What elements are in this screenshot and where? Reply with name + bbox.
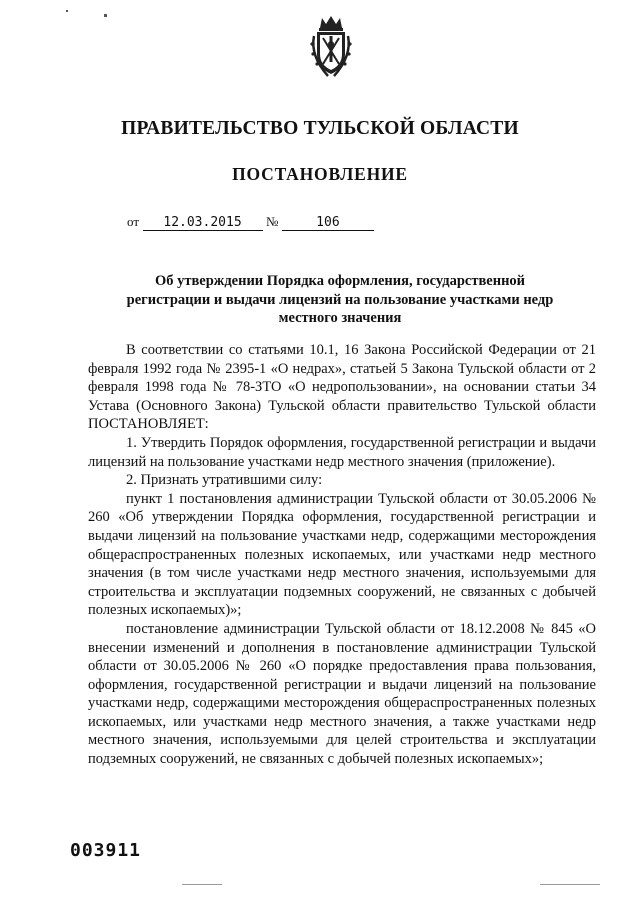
document-subject: Об утверждении Порядка оформления, государственной регистрации и выдачи лицензий на пользование участками недр местного значения (126, 273, 554, 326)
paragraph-repeal-2: постановление администрации Тульской области от 18.12.2008 № 845 «О внесении изменений и дополнения в постановление администрации Тульской области от 30.05.2006 № 260 «О порядке предоставления права пользования, оформления, государственной регистрации и выдачи лицензий на пользование участками недр, содержащими месторождения общераспространенных полезных ископаемых, или участками недр местного значения, а также участками недр местного значения, используемыми для целей строительства и эксплуатации подземных сооружений, не связанных с добычей полезных ископаемых»; (88, 620, 596, 768)
document-type-title: ПОСТАНОВЛЕНИЕ (232, 164, 408, 184)
government-title: ПРАВИТЕЛЬСТВО ТУЛЬСКОЙ ОБЛАСТИ (121, 118, 519, 139)
scan-speck (66, 10, 68, 12)
paragraph-preamble: В соответствии со статьями 10.1, 16 Закона Российской Федерации от 21 февраля 1992 года № 2395-1 «О недрах», статьей 5 Закона Тульской области от 2 февраля 1998 года № 78-ЗТО «О недропользовании», на основании статьи 34 Устава (Основного Закона) Тульской области правительство Тульской области ПОСТАНОВЛЯЕТ: (88, 342, 596, 433)
document-number: 106 (282, 215, 374, 231)
paragraph-item-1: 1. Утвердить Порядок оформления, государственной регистрации и выдачи лицензий на пользование участками недр местного значения (приложение). (88, 434, 596, 470)
from-label: от (127, 214, 140, 229)
paragraph-item-2: 2. Признать утратившими силу: (126, 472, 323, 489)
scan-speck (182, 884, 222, 885)
coat-of-arms-icon (308, 14, 354, 80)
scan-speck (104, 14, 107, 17)
scan-speck (540, 884, 600, 885)
document-body (88, 341, 596, 769)
serial-number: 003911 (70, 840, 142, 861)
paragraph-repeal-1: пункт 1 постановления администрации Тульской области от 30.05.2006 № 260 «Об утверждении Порядка оформления, государственной регистрации и выдачи лицензий на пользование участками недр, содержащими месторождения общераспространенных полезных ископаемых, или участками недр местного значения (в том числе участками недр местного значения, используемыми для строительства и эксплуатации подземных сооружений, не связанных с добычей полезных ископаемых)»; (88, 490, 596, 619)
date-number-line (127, 214, 374, 231)
number-label: № (266, 214, 279, 229)
document-date: 12.03.2015 (143, 215, 263, 231)
